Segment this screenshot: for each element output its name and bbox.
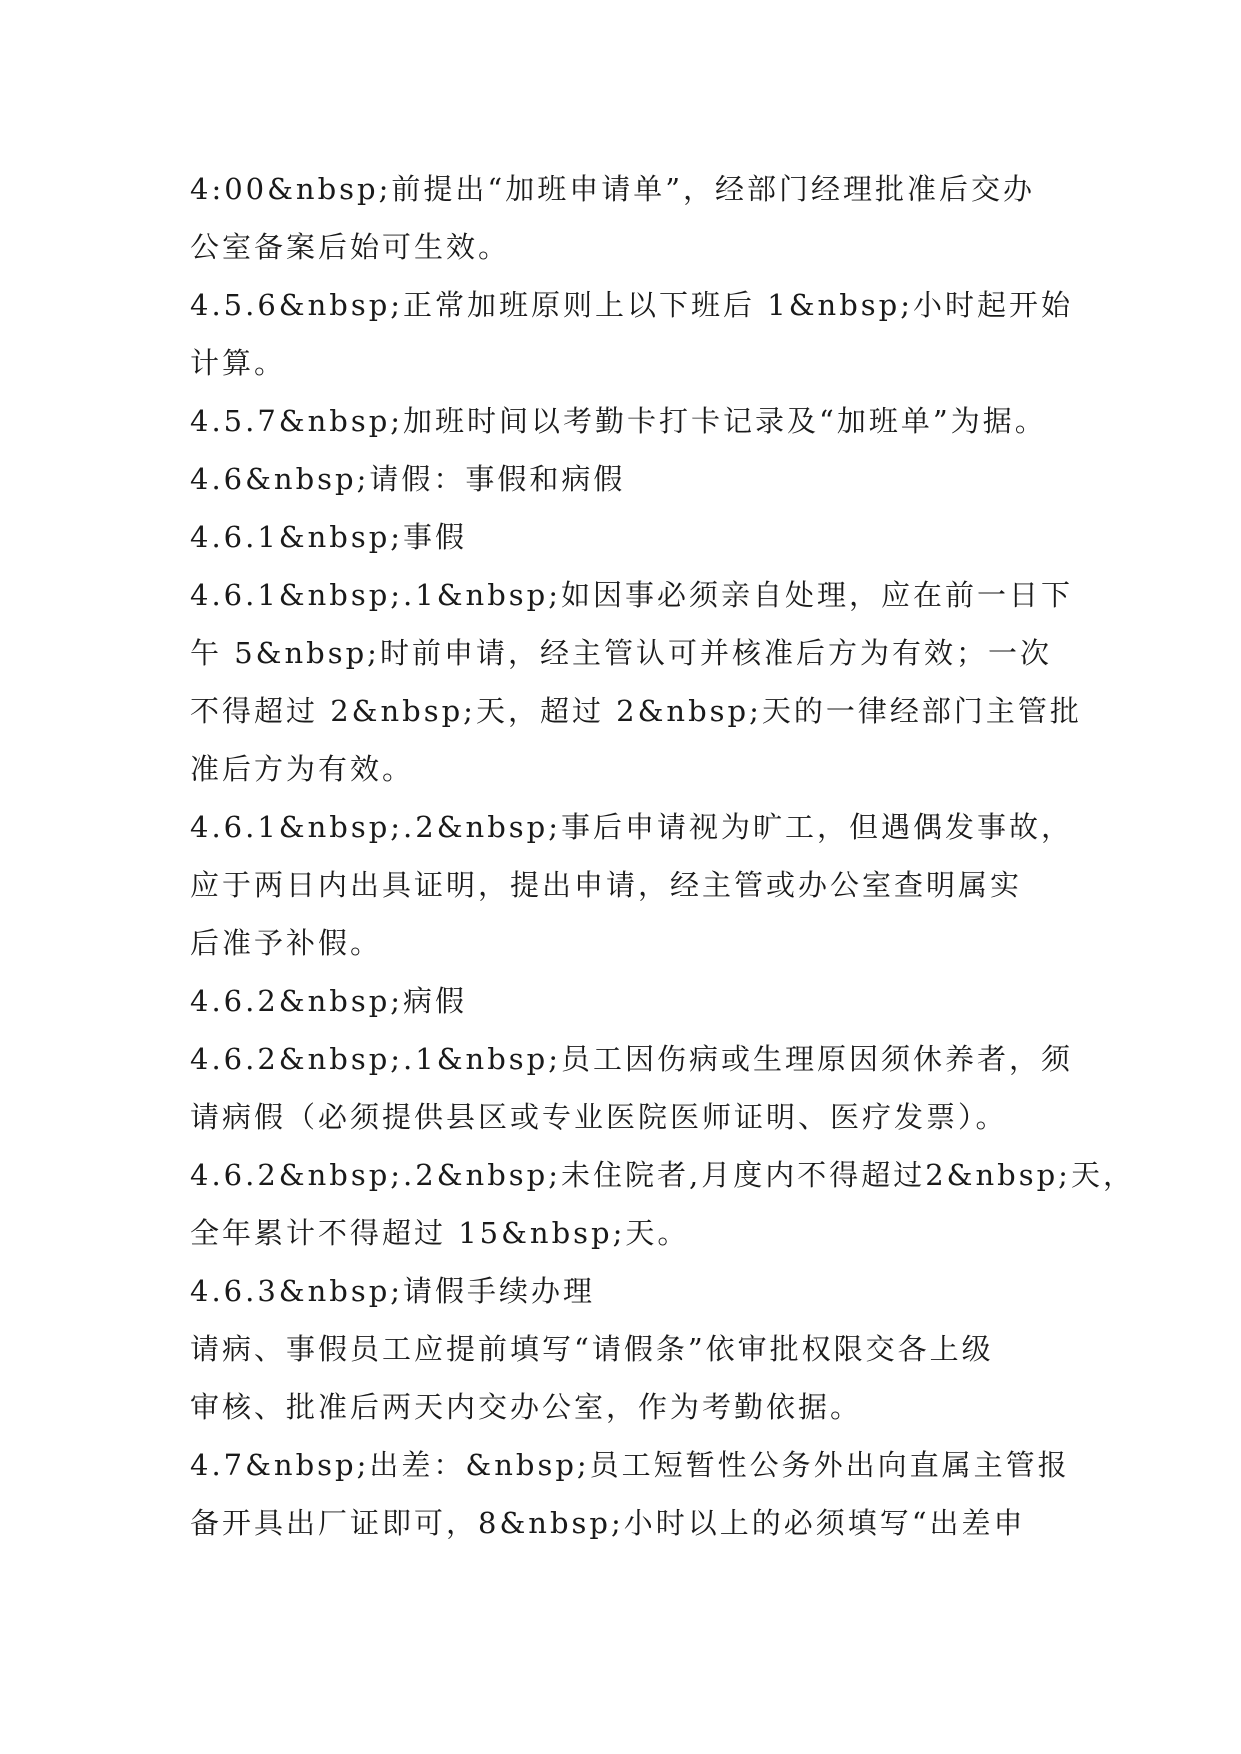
text-line: 4.5.7&nbsp;加班时间以考勤卡打卡记录及“加班单”为据。: [190, 404, 1047, 438]
text-line: 4.7&nbsp;出差：&nbsp;员工短暂性公务外出向直属主管报: [190, 1448, 1070, 1482]
text-line: 4.6.1&nbsp;事假: [190, 520, 468, 554]
text-line: 备开具出厂证即可，8&nbsp;小时以上的必须填写“出差申: [190, 1506, 1026, 1540]
text-line: 计算。: [190, 346, 287, 380]
text-line: 准后方为有效。: [190, 752, 415, 786]
text-line: 4.6.1&nbsp;.2&nbsp;事后申请视为旷工，但遇偶发事故，: [190, 810, 1074, 844]
text-line: 请病、事假员工应提前填写“请假条”依审批权限交各上级: [190, 1332, 994, 1366]
text-line: 4.6&nbsp;请假：事假和病假: [190, 462, 626, 496]
text-line: 4.6.1&nbsp;.1&nbsp;如因事必须亲自处理，应在前一日下: [190, 578, 1074, 612]
text-line: 4.6.2&nbsp;病假: [190, 984, 468, 1018]
text-line: 4.6.3&nbsp;请假手续办理: [190, 1274, 596, 1308]
text-line: 4.6.2&nbsp;.2&nbsp;未住院者,月度内不得超过2&nbsp;天，: [190, 1158, 1135, 1192]
text-line: 应于两日内出具证明，提出申请，经主管或办公室查明属实: [190, 868, 1023, 902]
text-line: 不得超过 2&nbsp;天，超过 2&nbsp;天的一律经部门主管批: [190, 694, 1082, 728]
text-line: 后准予补假。: [190, 926, 383, 960]
text-line: 4.5.6&nbsp;正常加班原则上以下班后 1&nbsp;小时起开始: [190, 288, 1074, 322]
text-line: 4:00&nbsp;前提出“加班申请单”，经部门经理批准后交办: [190, 172, 1036, 206]
text-line: 全年累计不得超过 15&nbsp;天。: [190, 1216, 690, 1250]
document-body: [190, 160, 1135, 1552]
text-line: 请病假（必须提供县区或专业医院医师证明、医疗发票）。: [190, 1100, 1008, 1134]
text-line: 审核、批准后两天内交办公室，作为考勤依据。: [190, 1390, 863, 1424]
text-line: 公室备案后始可生效。: [190, 230, 511, 264]
text-line: 4.6.2&nbsp;.1&nbsp;员工因伤病或生理原因须休养者，须: [190, 1042, 1074, 1076]
text-line: 午 5&nbsp;时前申请，经主管认可并核准后方为有效；一次: [190, 636, 1052, 670]
